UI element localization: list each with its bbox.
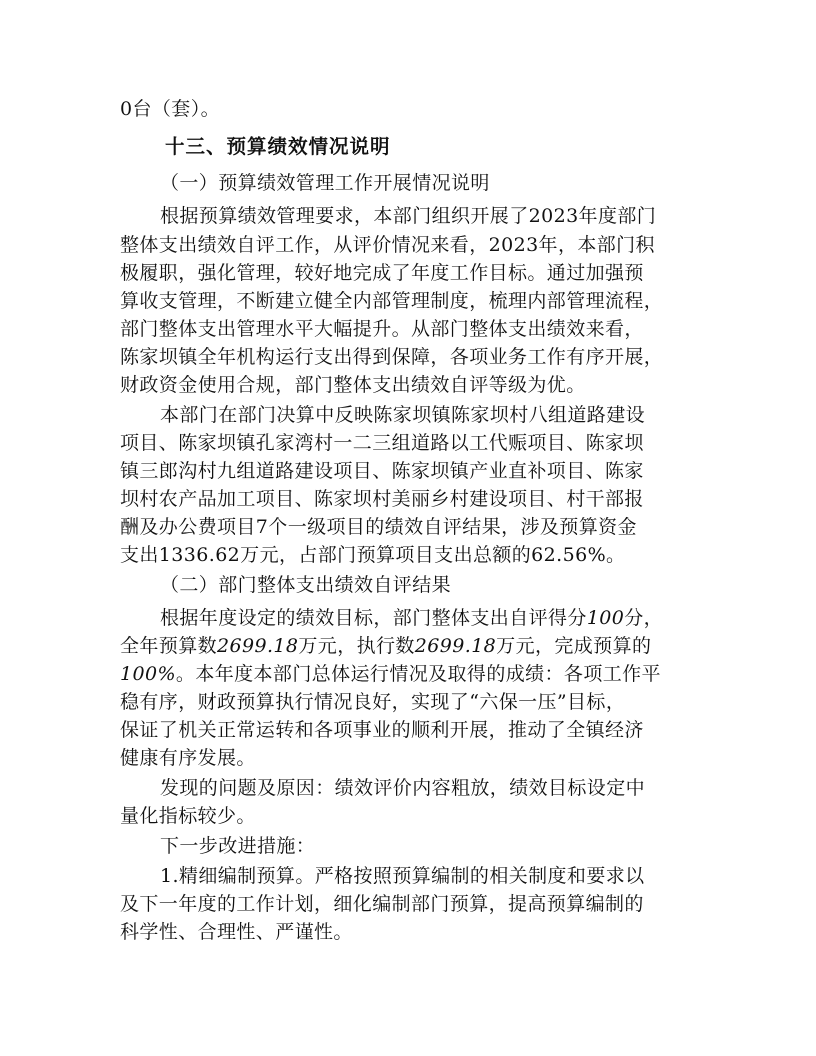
text-line: 保证了机关正常运转和各项事业的顺利开展，推动了全镇经济	[120, 719, 644, 741]
text-line	[120, 661, 661, 688]
text-line: 1.精细编制预算。严格按照预算编制的相关制度和要求以	[160, 865, 645, 887]
text-segment: 万元，执行数	[298, 635, 415, 657]
text-line: 支出1336.62万元，占部门预算项目支出总额的62.56%。	[120, 544, 626, 566]
text-segment: 。本年度本部门总体运行情况及取得的成绩：各项工作平	[175, 663, 661, 685]
budget-value: 2699.18	[217, 635, 299, 657]
text-segment: 万元，完成预算的	[496, 635, 652, 657]
text-segment: 分，	[624, 607, 664, 629]
text-line: 本部门在部门决算中反映陈家坝镇陈家坝村八组道路建设	[160, 404, 646, 426]
text-line: 稳有序，财政预算执行情况良好，实现了“六保一压”目标，	[120, 691, 626, 713]
text-line: 部门整体支出管理水平大幅提升。从部门整体支出绩效来看，	[120, 318, 644, 340]
text-line: 发现的问题及原因：绩效评价内容粗放，绩效目标设定中	[160, 777, 646, 799]
text-line: 酬及办公费项目7个一级项目的绩效自评结果，涉及预算资金	[120, 516, 637, 538]
text-line: 整体支出绩效自评工作，从评价情况来看，2023年，本部门积	[120, 234, 655, 256]
completion-rate: 100%	[120, 663, 176, 685]
text-line: 镇三郎沟村九组道路建设项目、陈家坝镇产业直补项目、陈家	[120, 460, 644, 482]
score-value: 100	[586, 607, 625, 629]
text-line: 算收支管理，不断建立健全内部管理制度，梳理内部管理流程，	[120, 290, 664, 312]
execution-value: 2699.18	[414, 635, 497, 657]
subsection-heading: （二）部门整体支出绩效自评结果	[160, 574, 452, 596]
text-line: 及下一年度的工作计划，细化编制部门预算，提高预算编制的	[120, 893, 644, 915]
text-line: 0台（套）。	[120, 98, 220, 120]
text-line: 项目、陈家坝镇孔家湾村一二三组道路以工代赈项目、陈家坝	[120, 432, 644, 454]
text-segment: 全年预算数	[120, 635, 218, 657]
text-line	[160, 605, 663, 632]
text-line: 根据预算绩效管理要求，本部门组织开展了2023年度部门	[160, 205, 657, 227]
text-line: 极履职，强化管理，较好地完成了年度工作目标。通过加强预	[120, 262, 644, 284]
text-line: 科学性、合理性、严谨性。	[120, 921, 353, 943]
text-line: 量化指标较少。	[120, 805, 256, 827]
text-line: 陈家坝镇全年机构运行支出得到保障，各项业务工作有序开展，	[120, 346, 664, 368]
text-line	[120, 633, 651, 660]
text-line: 健康有序发展。	[120, 747, 256, 769]
text-line: 财政资金使用合规，部门整体支出绩效自评等级为优。	[120, 374, 586, 396]
text-line: 坝村农产品加工项目、陈家坝村美丽乡村建设项目、村干部报	[120, 488, 644, 510]
text-segment: 根据年度设定的绩效目标，部门整体支出自评得分	[160, 607, 587, 629]
text-line: 下一步改进措施：	[160, 835, 316, 857]
subsection-heading: （一）预算绩效管理工作开展情况说明	[160, 172, 490, 194]
section-heading: 十三、预算绩效情况说明	[165, 135, 391, 158]
